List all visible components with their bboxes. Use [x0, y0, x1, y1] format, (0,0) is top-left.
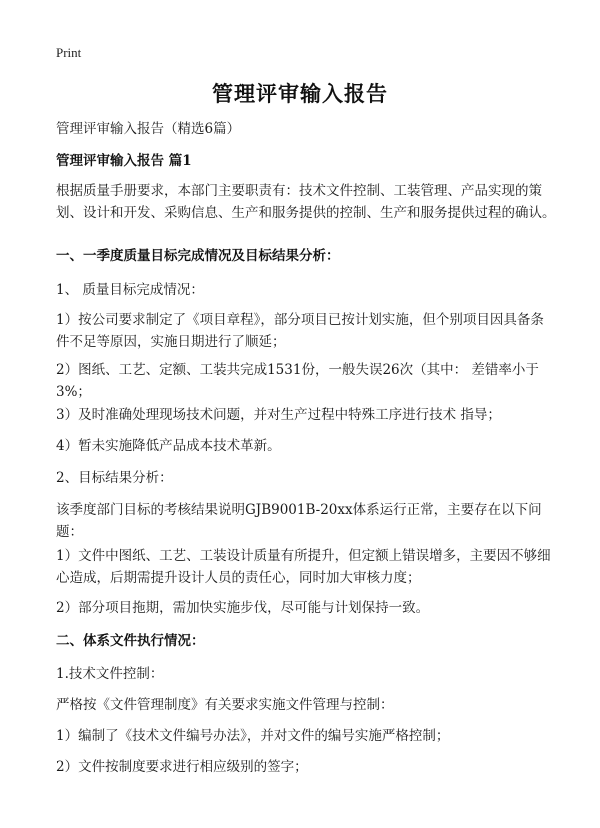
paragraph-goal-item-1: 1）按公司要求制定了《项目章程》，部分项目已按计划实施，但个别项目因具备条件不足等原因，实施日期进行了顺延； — [56, 312, 544, 350]
paragraph-result-item-2: 2）部分项目拖期，需加快实施步伐，尽可能与计划保持一致。 — [56, 600, 430, 616]
paragraph-result-item-1: 1）文件中图纸、工艺、工装设计质量有所提升，但定额上错误增多，主要因不够细心造成，后期需提升设计人员的责任心，同时加大审核力度； — [56, 548, 551, 586]
heading-system-docs: 二、体系文件执行情况： — [56, 633, 205, 649]
print-link[interactable]: Print — [56, 45, 82, 60]
page-title: 管理评审输入报告 — [212, 81, 388, 106]
paragraph-doc-item-1: 1）编制了《技术文件编号办法》，并对文件的编号实施严格控制； — [56, 728, 450, 744]
heading-quarter-goals: 一、一季度质量目标完成情况及目标结果分析： — [56, 248, 340, 264]
paragraph-tech-doc-control: 1.技术文件控制： — [56, 666, 164, 682]
paragraph-goal-item-4: 4）暂未实施降低产品成本技术革新。 — [56, 438, 281, 454]
paragraph-result-intro: 该季度部门目标的考核结果说明GJB9001B-20xx体系运行正常，主要存在以下问题： — [56, 502, 542, 540]
intro-paragraph: 根据质量手册要求，本部门主要职责有：技术文件控制、工装管理、产品实现的策划、设计和开发、采购信息、生产和服务提供的控制、生产和服务提供过程的确认。 — [56, 183, 556, 221]
paragraph-doc-item-2: 2）文件按制度要求进行相应级别的签字； — [56, 759, 308, 775]
paragraph-result-analysis: 2、目标结果分析： — [56, 470, 173, 486]
paragraph-goal-item-2: 2）图纸、工艺、定额、工装共完成1531份，一般失误26次（其中： 差错率小于3%； — [56, 362, 539, 400]
subtitle: 管理评审输入报告（精选6篇） — [56, 121, 241, 137]
paragraph-doc-management: 严格按《文件管理制度》有关要求实施文件管理与控制： — [56, 697, 394, 713]
paragraph-goal-item-3: 3）及时准确处理现场技术问题，并对生产过程中特殊工序进行技术 指导； — [56, 407, 501, 423]
paragraph-goal-completion: 1、 质量目标完成情况： — [56, 282, 204, 298]
section-heading: 管理评审输入报告 篇1 — [56, 153, 192, 169]
